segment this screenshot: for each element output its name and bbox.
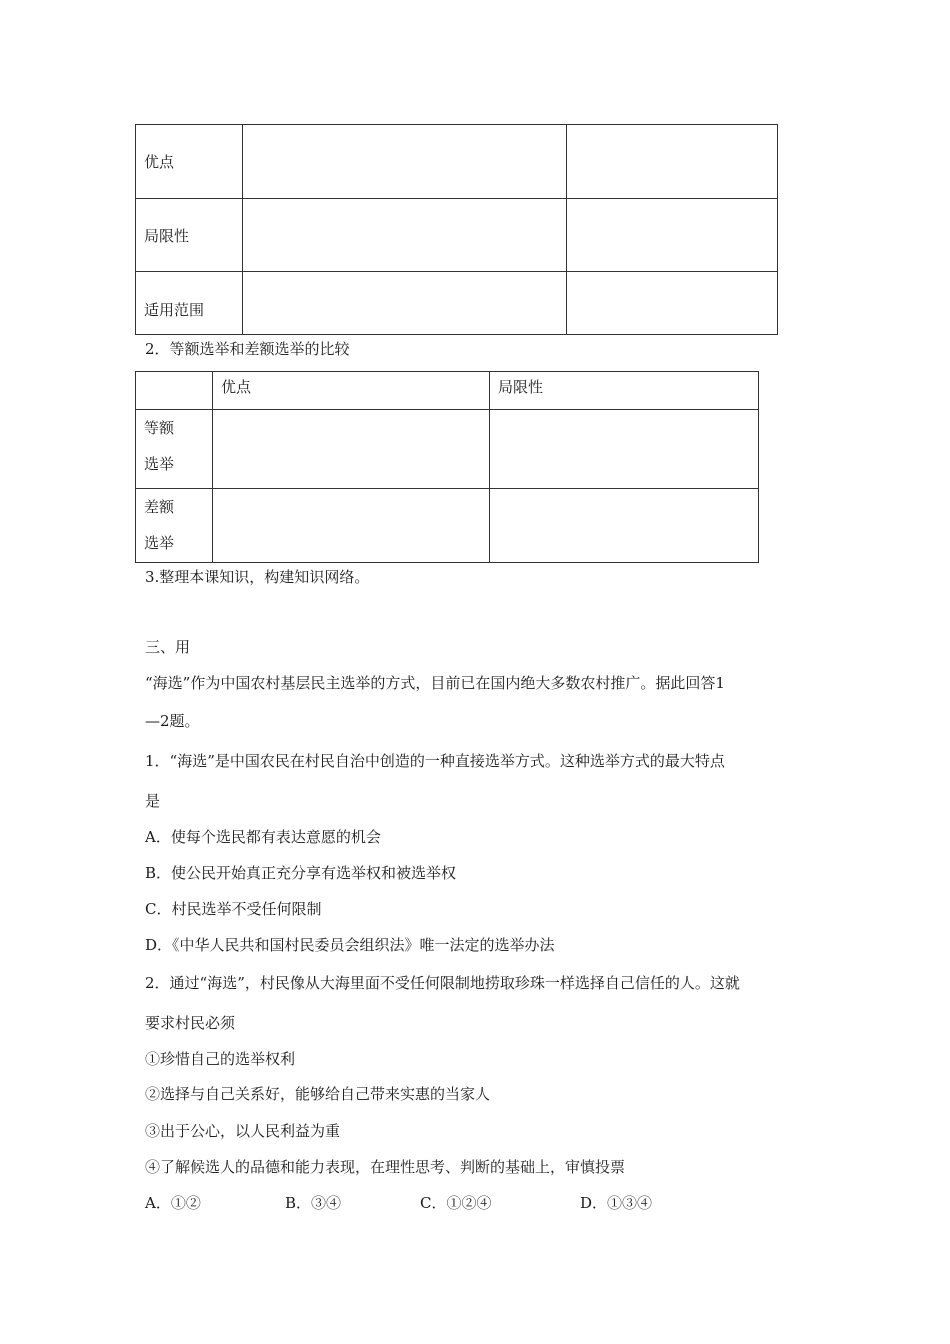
column-header: 优点 [213,372,490,410]
row-label: 适用范围 [136,272,243,335]
row-label [136,489,213,563]
question-2-option-d[interactable]: D．①③④ [580,1194,653,1212]
intro-text: —2题。 [145,712,200,730]
question-2-stem: 2．通过“海选”，村民像从大海里面不受任何限制地捞取珍珠一样选择自己信任的人。这就 [145,974,740,992]
question-2-option-c[interactable]: C．①②④ [420,1194,492,1212]
question-2-option-a[interactable]: A．①② [145,1194,201,1212]
table-header-row [136,372,759,410]
table-cell[interactable] [243,199,567,272]
question-1-stem: 1．“海选”是中国农民在村民自治中创造的一种直接选举方式。这种选举方式的最大特点 [145,752,725,770]
table-cell[interactable] [243,125,567,199]
table-row [136,272,778,335]
table-cell[interactable] [567,125,778,199]
comparison-table-1 [135,124,778,335]
row-label-line: 等额 [144,419,175,437]
table-cell[interactable] [567,272,778,335]
table-cell[interactable] [243,272,567,335]
section-2-title: 2．等额选举和差额选举的比较 [145,340,350,358]
question-2-statement: ③出于公心，以人民利益为重 [145,1122,341,1140]
table-cell[interactable] [567,199,778,272]
part-heading: 三、用 [145,638,191,656]
row-label [136,410,213,489]
row-label-line: 选举 [144,455,175,473]
question-2-statement: ②选择与自己关系好，能够给自己带来实惠的当家人 [145,1085,491,1103]
column-header: 局限性 [490,372,759,410]
intro-text: “海选”作为中国农村基层民主选举的方式，目前已在国内绝大多数农村推广。据此回答1 [145,674,725,692]
table-cell[interactable] [490,489,759,563]
table-row [136,199,778,272]
table-row [136,489,759,563]
question-2-statement: ④了解候选人的品德和能力表现，在理性思考、判断的基础上，审慎投票 [145,1158,626,1176]
question-1-option-b[interactable]: B．使公民开始真正充分享有选举权和被选举权 [145,864,457,882]
row-label-line: 差额 [144,498,175,516]
table-row [136,410,759,489]
table-cell[interactable] [490,410,759,489]
item-3: 3.整理本课知识，构建知识网络。 [145,568,370,586]
question-1-option-c[interactable]: C．村民选举不受任何限制 [145,900,322,918]
row-label-line: 选举 [144,534,175,552]
row-label: 局限性 [136,199,243,272]
question-2-stem: 要求村民必须 [145,1014,236,1032]
question-2-option-b[interactable]: B．③④ [285,1194,342,1212]
comparison-table-2 [135,371,759,563]
question-1-option-a[interactable]: A．使每个选民都有表达意愿的机会 [145,828,381,846]
question-1-option-d[interactable]: D．《中华人民共和国村民委员会组织法》唯一法定的选举办法 [145,936,555,954]
row-label: 优点 [136,125,243,199]
table-row [136,125,778,199]
table-cell[interactable] [213,410,490,489]
header-blank-cell [136,372,213,410]
question-2-statement: ①珍惜自己的选举权利 [145,1050,296,1068]
table-cell[interactable] [213,489,490,563]
question-1-stem: 是 [145,792,161,810]
